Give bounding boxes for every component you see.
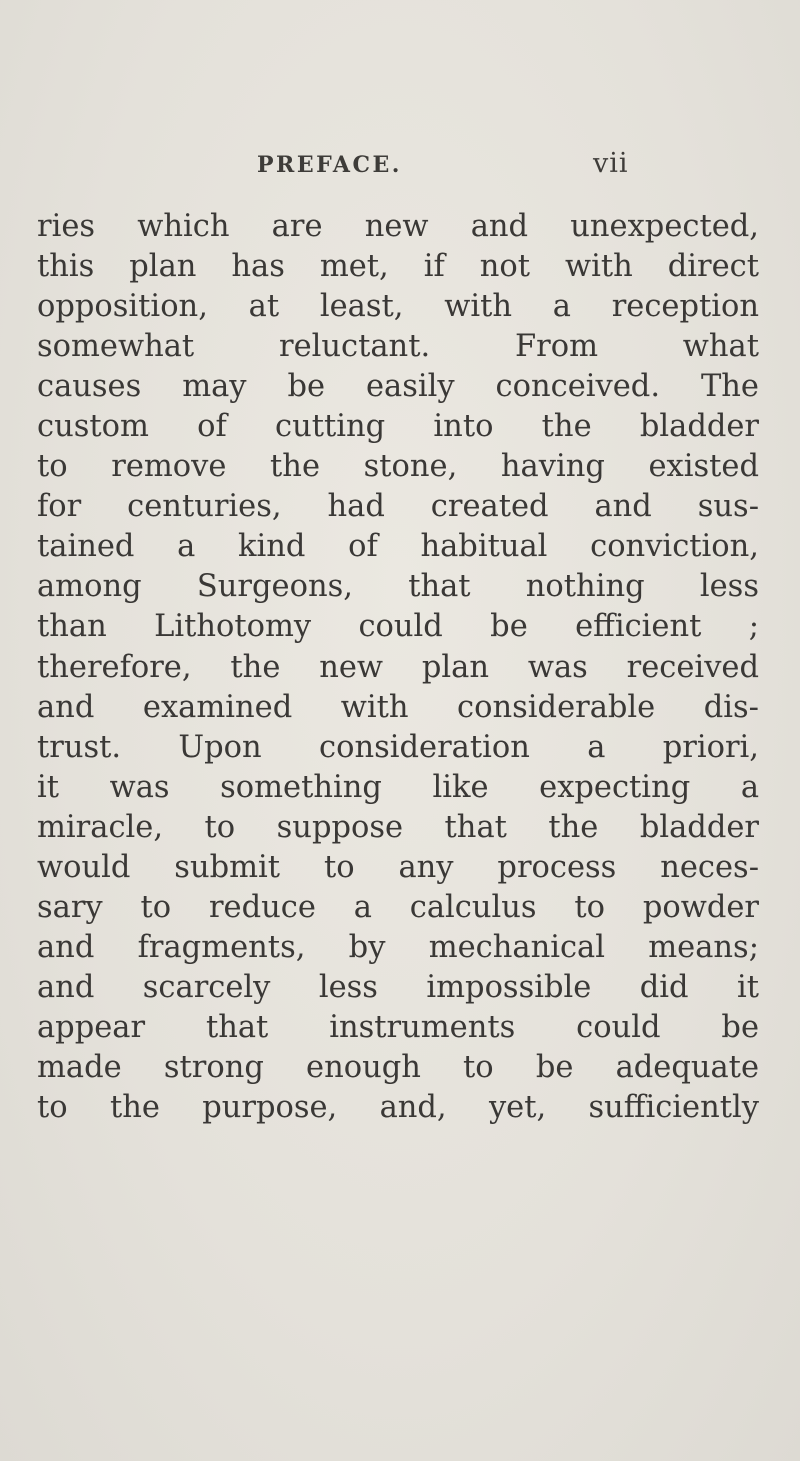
text-line: this plan has met, if not with direct bbox=[37, 249, 759, 285]
running-head: PREFACE. bbox=[257, 152, 402, 178]
text-line: would submit to any process neces- bbox=[37, 849, 759, 885]
text-line: for centuries, had created and sus- bbox=[37, 489, 759, 525]
text-line: miracle, to suppose that the bladder bbox=[37, 809, 759, 845]
text-line: therefore, the new plan was received bbox=[37, 649, 759, 685]
text-line: tained a kind of habitual conviction, bbox=[37, 529, 759, 565]
text-line: and examined with considerable dis- bbox=[37, 689, 759, 725]
text-line: somewhat reluctant. From what bbox=[37, 329, 759, 365]
text-line: among Surgeons, that nothing less bbox=[37, 569, 759, 605]
text-line: and fragments, by mechanical means; bbox=[37, 929, 759, 965]
page-number: vii bbox=[593, 148, 629, 179]
text-line: to the purpose, and, yet, sufficiently bbox=[37, 1090, 759, 1126]
text-line: made strong enough to be adequate bbox=[37, 1049, 759, 1085]
page-header bbox=[257, 148, 657, 192]
text-line: and scarcely less impossible did it bbox=[37, 969, 759, 1005]
text-line: sary to reduce a calculus to powder bbox=[37, 889, 759, 925]
text-line: opposition, at least, with a reception bbox=[37, 289, 759, 325]
text-line: it was something like expecting a bbox=[37, 769, 759, 805]
text-line: causes may be easily conceived. The bbox=[37, 369, 759, 405]
text-line: to remove the stone, having existed bbox=[37, 449, 759, 485]
text-line: appear that instruments could be bbox=[37, 1009, 759, 1045]
text-line: trust. Upon consideration a priori, bbox=[37, 729, 759, 765]
body-text bbox=[37, 207, 759, 1128]
text-line: custom of cutting into the bladder bbox=[37, 409, 759, 445]
text-line: ries which are new and unexpected, bbox=[37, 209, 759, 244]
text-line: than Lithotomy could be efficient ; bbox=[37, 609, 759, 645]
